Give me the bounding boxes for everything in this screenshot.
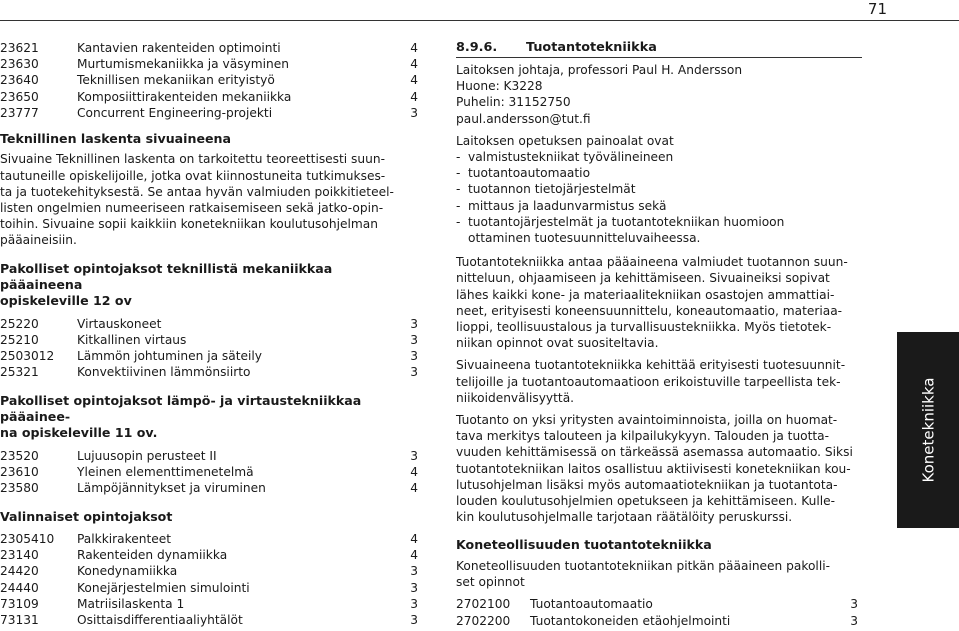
course-row (456, 596, 858, 612)
text-line: neet, erityisesti koneensuunnittelu, koneautomaatio, materiaa- (456, 303, 843, 318)
course-code: 2702100 (456, 597, 511, 612)
course-credits: 4 (410, 89, 418, 104)
list-item-text: tuotantoautomaatio (468, 166, 591, 181)
dash-bullet: - (456, 182, 461, 197)
section-number: 8.9.6. (456, 40, 498, 55)
contact-info (456, 62, 858, 127)
course-credits: 4 (410, 41, 418, 55)
course-credits: 3 (410, 105, 418, 120)
subsection-course-list (456, 596, 858, 628)
course-credits: 4 (410, 57, 418, 72)
chapter-side-tab (897, 332, 959, 528)
course-name: Lujuusopin perusteet II (77, 448, 217, 463)
course-code: 23640 (0, 73, 39, 88)
course-row (0, 563, 418, 579)
course-name: Concurrent Engineering-projekti (77, 105, 273, 120)
course-credits: 4 (410, 531, 418, 546)
list-item (456, 181, 858, 197)
course-code: 2305410 (0, 531, 55, 546)
focus-list (456, 149, 858, 246)
course-code: 73109 (0, 596, 39, 611)
text-line: niikoidenvälisyyttä. (456, 390, 575, 405)
text-line: Tuotantotekniikka antaa pääaineena valmiudet tuotannon suun- (456, 255, 848, 270)
course-code: 23520 (0, 448, 39, 463)
list-item (456, 165, 858, 181)
group3-course-list (0, 531, 418, 628)
text-line: lähes kaikki kone- ja materiaalitekniikan osastojen ammattiai- (456, 287, 835, 302)
course-name: Osittaisdifferentiaaliyhtälöt (77, 612, 243, 627)
course-row (0, 464, 418, 480)
contact-phone: Puhelin: 31152750 (456, 95, 571, 110)
left-column (0, 40, 418, 628)
list-item (456, 149, 858, 165)
course-code: 24440 (0, 580, 39, 595)
paragraph-3 (456, 412, 858, 525)
focus-heading: Laitoksen opetuksen painoalat ovat (456, 133, 674, 148)
text-line: louden koulutusohjelmien opetukseen ja kehittämiseen. Kulle- (456, 494, 836, 509)
list-item-text: mittaus ja laadunvarmistus sekä (468, 198, 667, 213)
course-row (0, 89, 418, 105)
course-row (0, 105, 418, 121)
minor-description (0, 151, 418, 248)
paragraph-2 (456, 357, 858, 406)
heading-line: Pakolliset opintojaksot lämpö- ja virtaustekniikkaa pääainee- (0, 392, 362, 425)
text-line: lutusohjelman lisäksi myös automaatiotekniikan ja tuotantota- (456, 477, 838, 492)
course-credits: 3 (410, 365, 418, 380)
heading-line: opiskeleville 12 ov (0, 293, 132, 309)
subsection-text (456, 558, 858, 590)
dash-bullet: - (456, 166, 461, 181)
group3-heading: Valinnaiset opintojaksot (0, 508, 173, 524)
paragraph-1 (456, 254, 858, 351)
course-credits: 3 (410, 612, 418, 627)
course-credits: 4 (410, 548, 418, 563)
list-item (456, 214, 858, 246)
course-name: Konejärjestelmien simulointi (77, 580, 250, 595)
section-title: Tuotantotekniikka (526, 40, 657, 55)
heading-line: na opiskeleville 11 ov. (0, 425, 158, 441)
course-code: 2702200 (456, 613, 511, 628)
course-code: 23630 (0, 57, 39, 72)
course-code: 23610 (0, 465, 39, 480)
course-list-top (0, 40, 418, 121)
text-line: lioppi, teollisuustalous ja turvallisuustekniikka. Myös tietotek- (456, 320, 832, 335)
page-number: 71 (867, 0, 887, 18)
course-name: Lämpöjännitykset ja viruminen (77, 481, 266, 496)
top-rule (0, 20, 959, 21)
dash-bullet: - (456, 214, 461, 229)
group2-course-list (0, 448, 418, 497)
course-code: 73131 (0, 612, 39, 627)
course-row (0, 612, 418, 628)
course-row (0, 531, 418, 547)
course-row (0, 480, 418, 496)
text-line: ottaminen tuotesuunnitteluvaiheessa. (468, 231, 701, 246)
course-code: 23650 (0, 89, 39, 104)
course-name: Tuotantokoneiden etäohjelmointi (530, 613, 731, 628)
course-credits: 4 (410, 73, 418, 88)
text-line: tuotantojärjestelmät ja tuotantotekniikan huomioon (468, 214, 785, 229)
course-row (0, 72, 418, 88)
course-row (0, 40, 418, 56)
course-row (456, 613, 858, 629)
text-line: toihin. Sivuaine sopii kaikkiin konetekniikan koulutusohjelman (0, 217, 378, 232)
course-credits: 3 (410, 564, 418, 579)
list-item-text: valmistustekniikat työvälineineen (468, 150, 674, 165)
text-line: tautuneille opiskelijoille, jotka ovat kiinnostuneita tutkimukses- (0, 168, 386, 183)
text-line: listen ongelmien numeeriseen ratkaisemiseen sekä jatko-opin- (0, 201, 384, 216)
course-credits: 4 (410, 481, 418, 496)
course-name: Tuotantoautomaatio (530, 597, 653, 612)
course-name: Kitkallinen virtaus (77, 333, 187, 348)
text-line: kin koulutusohjelmalle tarjotaan räätälöity peruskurssi. (456, 510, 793, 525)
course-row (0, 332, 418, 348)
text-line: tava merkitys talouteen ja kilpailukykyyn. Talouden ja tuotta- (456, 429, 830, 444)
group1-heading (0, 261, 418, 310)
course-code: 23777 (0, 105, 39, 120)
minor-heading: Teknillinen laskenta sivuaineena (0, 131, 231, 147)
course-name: Lämmön johtuminen ja säteily (77, 349, 263, 364)
course-row (0, 580, 418, 596)
section-rule (456, 57, 862, 58)
course-name: Kantavien rakenteiden optimointi (77, 41, 281, 55)
course-name: Matriisilaskenta 1 (77, 596, 185, 611)
course-name: Rakenteiden dynamiikka (77, 548, 228, 563)
course-row (0, 364, 418, 380)
course-credits: 3 (850, 597, 858, 612)
course-row (0, 348, 418, 364)
group1-course-list (0, 316, 418, 381)
course-credits: 3 (850, 613, 858, 628)
text-line: vuuden kehittämisessä on tärkeässä asemassa automaatio. Siksi (456, 445, 853, 460)
list-item-text (468, 214, 858, 246)
text-line: ta ja tuotekehityksestä. Se antaa hyvän valmiuden poikkitieteel- (0, 184, 394, 199)
course-row (0, 448, 418, 464)
text-line: pääaineisiin. (0, 233, 77, 248)
course-credits: 3 (410, 316, 418, 331)
contact-room: Huone: K3228 (456, 79, 543, 94)
course-code: 25321 (0, 365, 39, 380)
course-row (0, 316, 418, 332)
text-line: Sivuaineena tuotantotekniikka kehittää erityisesti tuotesuunnit- (456, 358, 846, 373)
text-line: set opinnot (456, 575, 525, 590)
course-name: Konedynamiikka (77, 564, 178, 579)
course-credits: 3 (410, 349, 418, 364)
course-credits: 3 (410, 596, 418, 611)
list-item-text: tuotannon tietojärjestelmät (468, 182, 636, 197)
course-code: 23621 (0, 41, 39, 55)
course-row (0, 547, 418, 563)
heading-line: Pakolliset opintojaksot teknillistä mekaniikkaa pääaineena (0, 260, 333, 293)
text-line: nitteluun, ohjaamiseen ja kehittämiseen. Sivuaineiksi sopivat (456, 271, 830, 286)
course-code: 24420 (0, 564, 39, 579)
course-credits: 3 (410, 580, 418, 595)
dash-bullet: - (456, 150, 461, 165)
text-line: Sivuaine Teknillinen laskenta on tarkoitettu teoreettisesti suun- (0, 152, 385, 167)
text-line: Tuotanto on yksi yritysten avaintoiminnoista, joilla on huomat- (456, 413, 838, 428)
course-name: Palkkirakenteet (77, 531, 172, 546)
course-code: 23580 (0, 481, 39, 496)
course-code: 23140 (0, 548, 39, 563)
contact-email: paul.andersson@tut.fi (456, 111, 591, 126)
right-column (456, 40, 858, 629)
list-item (456, 198, 858, 214)
course-code: 25220 (0, 316, 39, 331)
subsection-heading: Koneteollisuuden tuotantotekniikka (456, 537, 712, 553)
course-code: 2503012 (0, 349, 55, 364)
course-code: 25210 (0, 333, 39, 348)
course-row (0, 56, 418, 72)
contact-name: Laitoksen johtaja, professori Paul H. Andersson (456, 63, 743, 77)
text-line: tuotantotekniikan laitos osallistuu aktiivisesti konetekniikan kou- (456, 461, 851, 476)
group2-heading (0, 393, 418, 442)
text-line: niikan opinnot ovat suositeltavia. (456, 336, 659, 351)
side-tab-label: Konetekniikka (919, 377, 938, 483)
course-name: Murtumismekaniikka ja väsyminen (77, 57, 289, 72)
course-row (0, 596, 418, 612)
text-line: telijoille ja tuotantoautomaatioon erikoistuville tarpeellista tek- (456, 374, 841, 389)
dash-bullet: - (456, 198, 461, 213)
course-name: Yleinen elementtimenetelmä (77, 465, 254, 480)
course-credits: 3 (410, 333, 418, 348)
section-heading (456, 40, 858, 56)
course-credits: 4 (410, 465, 418, 480)
course-name: Konvektiivinen lämmönsiirto (77, 365, 251, 380)
text-line: Koneteollisuuden tuotantotekniikan pitkän pääaineen pakolli- (456, 558, 830, 573)
course-name: Komposiittirakenteiden mekaniikka (77, 89, 292, 104)
course-name: Teknillisen mekaniikan erityistyö (77, 73, 275, 88)
course-name: Virtauskoneet (77, 316, 162, 331)
course-credits: 3 (410, 448, 418, 463)
